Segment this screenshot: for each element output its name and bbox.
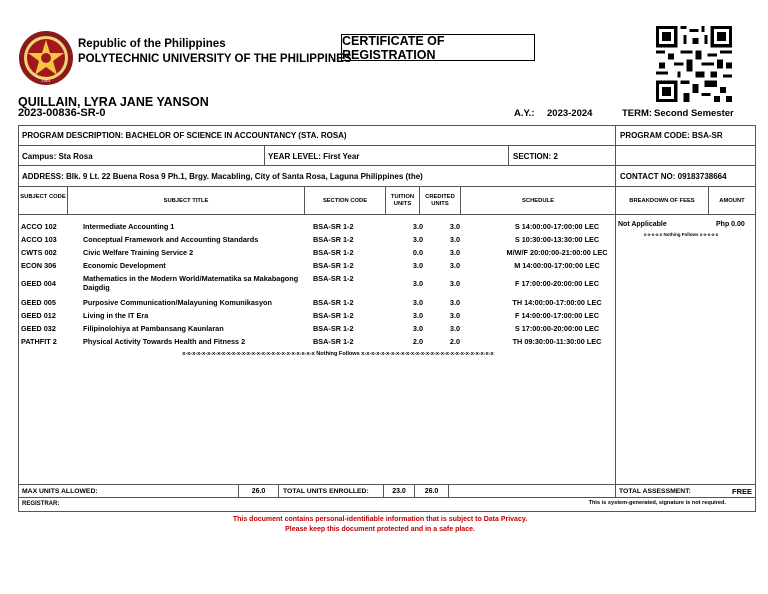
svg-text:1904: 1904	[41, 78, 51, 83]
fee-amount: Php 0.00	[716, 221, 745, 228]
registrar-label: REGISTRAR:	[22, 501, 60, 507]
term-value: Second Semester	[654, 108, 734, 119]
table-row: GEED 005 Purposive Communication/Malayuning Komunikasyon BSA-SR 1-2 3.0 3.0 TH 14:00:00-17:00:00 LEC	[21, 298, 602, 307]
header-subject-code: SUBJECT CODE	[20, 194, 66, 200]
total-units-enrolled-label: TOTAL UNITS ENROLLED:	[283, 488, 369, 495]
ay-value: 2023-2024	[547, 108, 593, 119]
header-tuition-units: TUITION UNITS	[390, 194, 415, 207]
ay-label: A.Y.:	[514, 108, 535, 119]
section: SECTION: 2	[513, 152, 558, 161]
header-schedule: SCHEDULE	[522, 198, 554, 204]
program-code: PROGRAM CODE: BSA-SR	[620, 131, 723, 140]
table-row: GEED 012 Living in the IT Era BSA-SR 1-2 3.0 3.0 F 14:00:00-17:00:00 LEC	[21, 311, 599, 320]
header-amount: AMOUNT	[719, 198, 745, 204]
header-credited-units: CREDITED UNITS	[425, 194, 455, 207]
table-row: GEED 032 Filipinolohiya at Pambansang Kaunlaran BSA-SR 1-2 3.0 3.0 S 17:00:00-20:00:00 LEC	[21, 324, 600, 333]
nothing-follows-fees: x-x-x-x-x Nothing Follows x-x-x-x-x	[643, 232, 719, 237]
student-number: 2023-00836-SR-0	[18, 107, 106, 119]
program-description: PROGRAM DESCRIPTION: BACHELOR OF SCIENCE IN ACCOUNTANCY (STA. ROSA)	[22, 131, 347, 140]
table-row: GEED 004 Mathematics in the Modern World/Matematika sa Makabagong Daigdig BSA-SR 1-2 3.0 3.0 F 17:00:00-20:00:00 LEC	[21, 274, 599, 292]
privacy-notice-line1: This document contains personal-identifiable information that is subject to Data Privacy.	[232, 516, 528, 523]
table-row: CWTS 002 Civic Welfare Training Service 2 BSA-SR 1-2 0.0 3.0 M/W/F 20:00:00-21:00:00 LEC	[21, 248, 608, 257]
header-section-code: SECTION CODE	[322, 198, 368, 204]
qr-code-icon	[656, 26, 732, 102]
total-assessment-label: TOTAL ASSESSMENT:	[619, 488, 691, 495]
nothing-follows-subjects: x-x-x-x-x-x-x-x-x-x-x-x-x-x-x-x-x-x-x-x-x-x-x-x-x-x-x Nothing Follows x-x-x-x-x-x-x-x-x-x-x-x-x-x-x-x-x-x-x-x-x-x-x-x-x-x-x	[182, 351, 494, 357]
max-units-label: MAX UNITS ALLOWED:	[22, 488, 98, 495]
total-assessment-value: FREE	[731, 487, 752, 496]
fee-item: Not Applicable	[618, 221, 667, 228]
university-name: POLYTECHNIC UNIVERSITY OF THE PHILIPPINES	[78, 53, 352, 65]
pup-seal-logo	[18, 30, 74, 86]
system-generated-note: This is system-generated, signature is not required.	[588, 500, 726, 506]
table-row: ACCO 102 Intermediate Accounting 1 BSA-SR 1-2 3.0 3.0 S 14:00:00-17:00:00 LEC	[21, 222, 600, 231]
student-name: QUILLAIN, LYRA JANE YANSON	[18, 95, 209, 109]
header-breakdown-of-fees: BREAKDOWN OF FEES	[629, 198, 695, 204]
table-row: ACCO 103 Conceptual Framework and Accounting Standards BSA-SR 1-2 3.0 3.0 S 10:30:00-13:30:00 LEC	[21, 235, 600, 244]
privacy-notice-line2: Please keep this document protected and in a safe place.	[285, 526, 475, 533]
total-credited-units: 26.0	[424, 488, 439, 495]
campus: Campus: Sta Rosa	[22, 152, 93, 161]
contact-number: CONTACT NO: 09183738664	[620, 172, 727, 181]
year-level: YEAR LEVEL: First Year	[268, 152, 360, 161]
term-label: TERM:	[622, 108, 653, 119]
header-subject-title: SUBJECT TITLE	[163, 198, 209, 204]
republic-label: Republic of the Philippines	[78, 38, 226, 50]
max-units-value: 26.0	[251, 488, 266, 495]
table-row: PATHFIT 2 Physical Activity Towards Health and Fitness 2 BSA-SR 1-2 2.0 2.0 TH 09:30:00-11:30:00 LEC	[21, 337, 602, 346]
document-title: CERTIFICATE OF REGISTRATION	[341, 34, 535, 61]
table-row: ECON 306 Economic Development BSA-SR 1-2 3.0 3.0 M 14:00:00-17:00:00 LEC	[21, 261, 600, 270]
total-tuition-units: 23.0	[392, 488, 406, 495]
address: ADDRESS: Blk. 9 Lt. 22 Buena Rosa 9 Ph.1, Brgy. Macabling, City of Santa Rosa, Laguna Philippines (the)	[22, 172, 423, 181]
